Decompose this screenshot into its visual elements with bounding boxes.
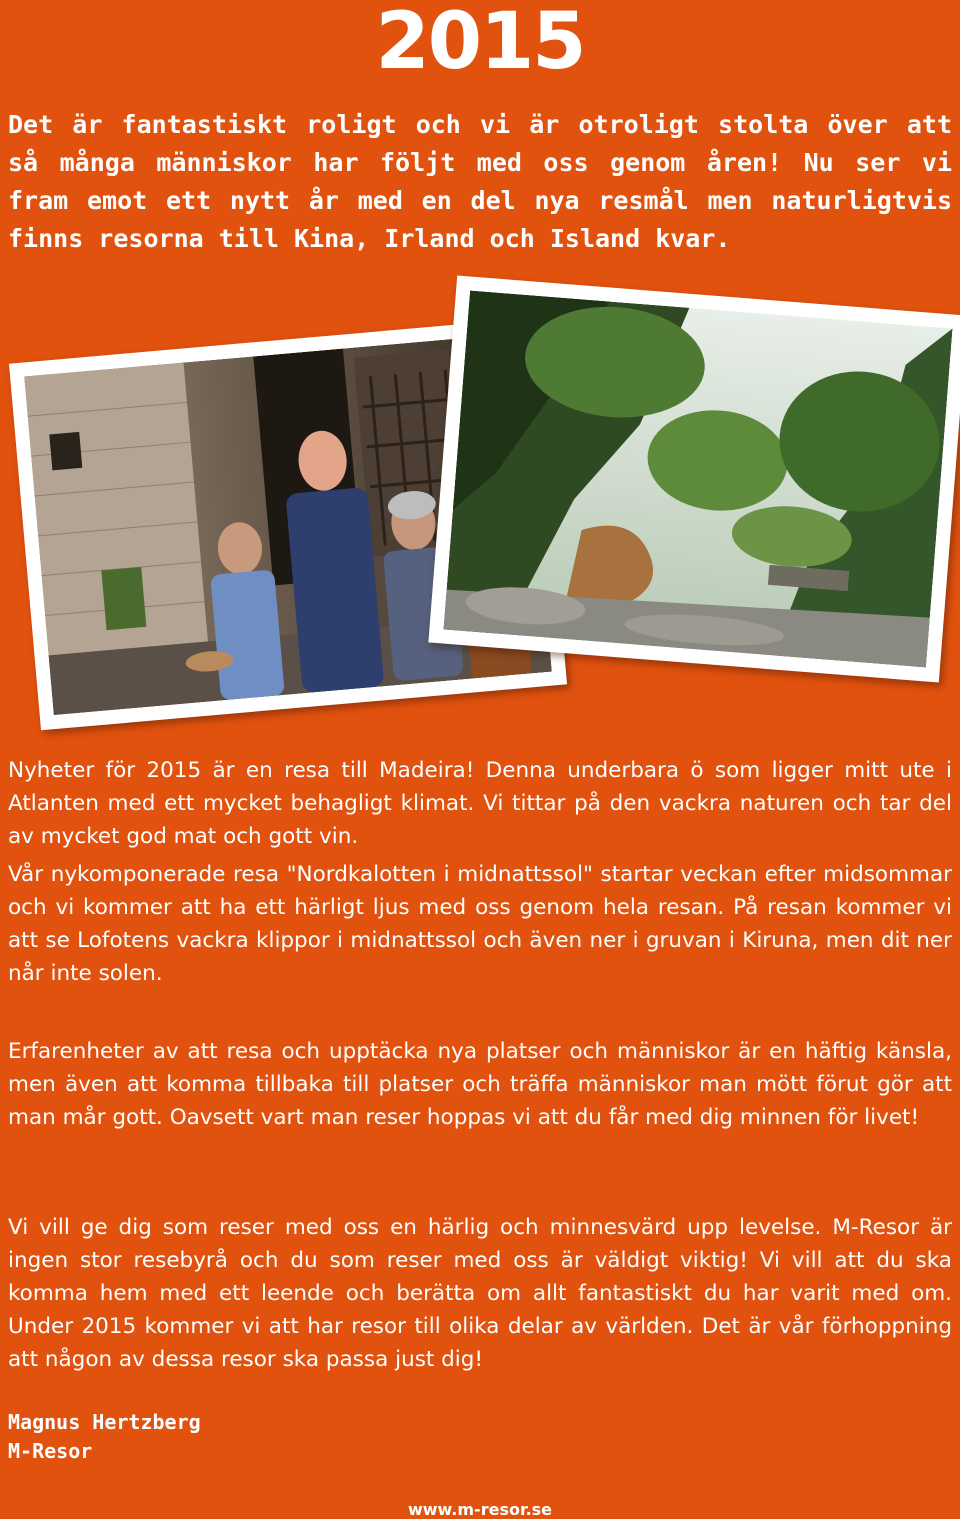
paragraph-nordkalotten: Vår nykomponerade resa "Nordkalotten i midnattssol" startar veckan efter midsommar och vi kommer att ha ett härligt ljus med oss genom hela resan. På resan kommer vi att se Lofotens vackra klippor i midnattssol och även ner i gruvan i Kiruna, men dit ner når inte solen. — [8, 862, 952, 986]
paragraph-upplevelse: Vi vill ge dig som reser med oss en härlig och minnesvärd upp levelse. M-Resor är ingen stor resebyrå och du som reser med oss är väldigt viktig! Vi vill att du ska komma hem med ett leende och berätta om allt fantastiskt du har varit med om. Under 2015 kommer vi att har resor till olika delar av världen. Det är vår förhoppning att någon av dessa resor ska passa just dig! — [8, 1215, 952, 1372]
paragraph-erfarenheter: Erfarenheter av att resa och upptäcka nya platser och människor är en häftig känsla, men även att komma tillbaka till platser och träffa människor man mött förut gör att man mår gott. Oavsett vart man reser hoppas vi att du får med dig minnen för livet! — [8, 1039, 952, 1130]
signature — [8, 1408, 201, 1466]
signature-name: Magnus Hertzberg — [8, 1410, 201, 1434]
photo-forest-gorge — [428, 275, 960, 682]
intro-paragraph: Det är fantastiskt roligt och vi är otroligt stolta över att så många människor har följt med oss genom åren! Nu ser vi fram emot ett nytt år med en del nya resmål men naturligtvis finns resorna till Kina, Irland och Island kvar. — [8, 110, 952, 253]
paragraph-madeira: Nyheter för 2015 är en resa till Madeira! Denna underbara ö som ligger mitt ute i Atlanten med ett mycket behagligt klimat. Vi tittar på den vackra naturen och tar del av mycket god mat och gott vin. — [8, 758, 952, 849]
footer-url[interactable]: www.m-resor.se — [407, 1500, 553, 1519]
forest-gorge-image — [443, 291, 952, 668]
page-title: 2015 — [375, 0, 585, 87]
signature-company: M-Resor — [8, 1439, 93, 1463]
